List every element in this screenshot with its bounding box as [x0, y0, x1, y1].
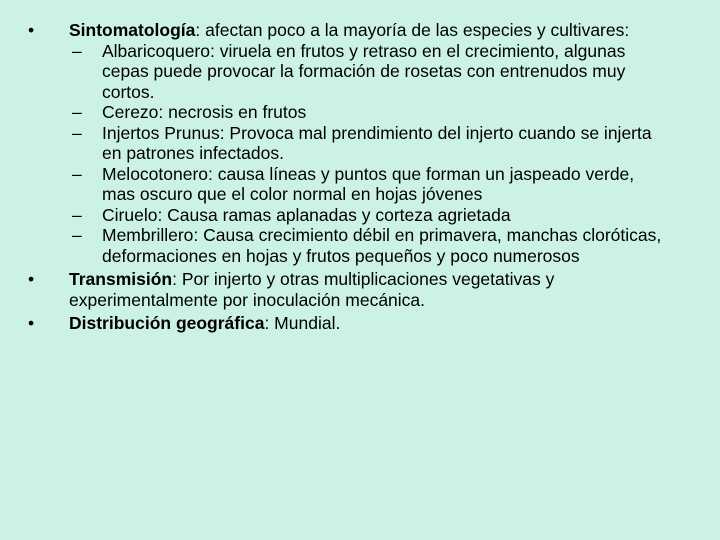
sub-item-injertos-prunus: [69, 123, 668, 164]
sub-item-albaricoquero: [69, 41, 668, 103]
bullet-transmision: [28, 269, 668, 310]
sub-item-text: Ciruelo: Causa ramas aplanadas y corteza agrietada: [102, 204, 511, 225]
sub-item-text: Cerezo: necrosis en frutos: [102, 102, 307, 122]
bullet-text: : afectan poco a la mayoría de las especies y cultivares:: [195, 20, 630, 40]
sub-item-melocotonero: [69, 164, 668, 205]
sub-marker: –: [72, 122, 82, 143]
bullet-distribucion: [28, 313, 668, 334]
sub-item-ciruelo: [69, 205, 668, 226]
sub-marker: –: [72, 40, 82, 61]
bullet-marker: •: [28, 20, 35, 40]
bullet-term: Sintomatología: [69, 20, 196, 40]
sub-marker: –: [72, 163, 82, 184]
bullet-list: [28, 20, 668, 337]
bullet-sintomatologia: [28, 20, 668, 266]
sub-item-text: Membrillero: Causa crecimiento débil en primavera, manchas cloróticas, deformaciones en hojas y frutos pequeños y poco numerosos: [102, 225, 662, 266]
sub-item-text: Albaricoquero: viruela en frutos y retraso en el crecimiento, algunas cepas puede provocar la formación de rosetas con entrenudos muy cortos.: [102, 40, 626, 102]
sub-list: [69, 41, 668, 267]
bullet-term: Transmisión: [69, 269, 173, 289]
bullet-term: Distribución geográfica: [69, 313, 265, 333]
sub-item-text: Injertos Prunus: Provoca mal prendimiento del injerto cuando se injerta en patrones infectados.: [102, 122, 652, 163]
bullet-text: : Por injerto y otras multiplicaciones vegetativas y experimentalmente por inoculación mecánica.: [69, 269, 555, 310]
bullet-marker: •: [28, 313, 35, 333]
sub-item-text: Melocotonero: causa líneas y puntos que forman un jaspeado verde, mas oscuro que el color normal en hojas jóvenes: [102, 163, 635, 204]
sub-marker: –: [72, 204, 82, 225]
bullet-marker: •: [28, 269, 35, 289]
bullet-text: : Mundial.: [264, 313, 341, 333]
sub-item-cerezo: [69, 102, 668, 123]
sub-item-membrillero: [69, 225, 668, 266]
sub-marker: –: [72, 102, 82, 122]
sub-marker: –: [72, 225, 82, 245]
